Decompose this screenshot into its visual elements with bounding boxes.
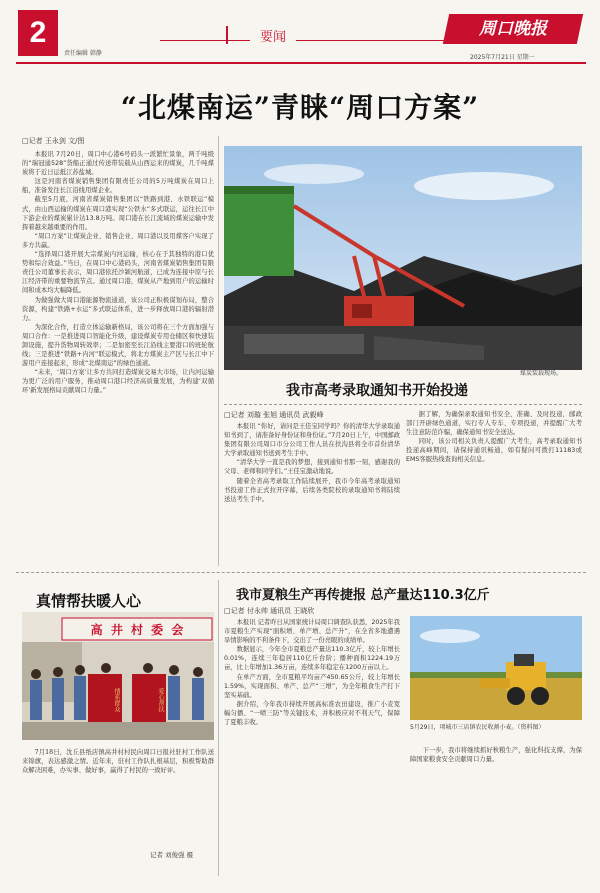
lead-paragraph: “选择周口港开展大宗煤炭内河运输，核心在于其独特的港口优势和综合效益。”当日，在周口中心港码头，河南省煤炭销售集团有限责任公司董事长表示，周口港依托沙颍河航道，已成为连接中原与长江经济带的重要物流节点。通过周口港，煤炭从产地到用户的运输时间和成本均大幅降低。: [22, 251, 214, 295]
harvest-paragraph: 本报讯 记者昨日从国家统计局周口调查队获悉，2025年我市夏粮生产实现“面积增、单产增、总产升”，在全省多地遭遇旱情影响的不利条件下，交出了一份亮眼的成绩单。: [224, 619, 400, 645]
harvest-byline: □记者 付永帅 通讯员 王晓欣: [224, 607, 315, 615]
notice-body-col2: [406, 410, 582, 566]
column-divider: [218, 580, 219, 876]
masthead-rule: [16, 62, 586, 64]
lead-paragraph: 为做强做大周口港能源物流通道，该公司正积极谋划布局，整合资源，构建“铁路+水运”多式联运体系，进一步释放周口港的辐射潜力。: [22, 296, 214, 322]
section-divider-left: [226, 26, 228, 44]
charity-paragraph: 7月18日，沈丘县纸店镇高井村村民向周口日报社驻村工作队送来锦旗，表达感激之情。近年来，驻村工作队扎根基层，积极帮助群众解决困难，办实事、做好事，赢得了村民的一致好评。: [22, 749, 214, 775]
logo-text: 周口晚报: [479, 19, 547, 39]
charity-photo: [22, 612, 214, 740]
lead-body: [22, 150, 214, 568]
section-rule-lower: [16, 572, 586, 573]
notice-paragraph: 同时，该公司相关负责人提醒广大考生，高考录取通知书投递高峰期间，请保持通讯畅通，如有疑问可拨打11183或EMS客服热线查询相关信息。: [406, 438, 582, 464]
notice-paragraph: 据了解，为确保录取通知书安全、准确、及时投递，邮政部门开辟绿色通道，实行专人专车、专项投递，并提醒广大考生注意防范诈骗，确保通知书安全送达。: [406, 411, 582, 437]
harvest-photo-caption: 5月29日，项城市三店镇农民收割小麦。（资料图）: [410, 724, 545, 731]
lead-headline: “北煤南运”青睐“周口方案”: [120, 91, 480, 124]
charity-byline: 记者 刘俊强 摄: [150, 851, 194, 859]
notice-body-col1: [224, 422, 400, 566]
issue-date: 2025年7月21日 星期一: [470, 54, 535, 61]
notice-paragraph: 本报讯 “你好，请问是王佳宝同学吗？你的清华大学录取通知书到了，请准备好身份证和身份证。”7月20日上午，中国邮政集团有限公司周口市分公司工作人员在扶沟县将全市首份清华大学录取通知书送到考生手中。: [224, 423, 400, 458]
column-divider: [218, 136, 219, 566]
harvest-paragraph: 数据显示，今年全市夏粮总产量达110.3亿斤，较上年增长0.01%，连续三年稳居110亿斤台阶；播种面积1224.19万亩，比上年增加1.36万亩，连续多年稳定在1200万亩以上。: [224, 646, 400, 672]
story-rule: [224, 404, 582, 405]
lead-photo-caption: 煤炭装载现场。: [520, 370, 563, 377]
harvest-paragraph: 据介绍，今年我市持续开展高标准农田建设，推广小麦宽幅匀播、“一喷三防”等关键技术，并积极应对不利天气，保障了夏粮丰收。: [224, 700, 400, 727]
coal-port-illustration: [224, 146, 582, 370]
page-number: 2: [18, 10, 58, 56]
harvest-photo: [410, 616, 582, 720]
lead-photo: [224, 146, 582, 370]
harvest-headline: 我市夏粮生产再传捷报 总产量达110.3亿斤: [236, 588, 490, 603]
harvester-illustration: [410, 616, 582, 720]
lead-paragraph: 截至5月底，河南省煤炭销售集团以“铁路到港、水铁联运”模式，由山西运输的煤炭在周口港实现“公铁水”多式联运，运往长江中下游企业的煤炭累计达13.8万吨。周口港在长江流域的煤炭运输中发挥着越来越重要的作用。: [22, 196, 214, 231]
lead-paragraph: 这是河南省煤炭销售集团有限责任公司的5万吨煤炭在周口上船，准备发往长江沿线用煤企业。: [22, 178, 214, 195]
harvest-paragraph: 下一步，我市将继续抓好秋粮生产，强化科技支撑，为保障国家粮食安全贡献周口力量。: [410, 747, 582, 764]
notice-byline: □记者 刘璇 张旭 通讯员 武毅峰: [224, 411, 324, 419]
harvest-body-col1: [224, 618, 400, 876]
banner-left-text: 情系群众: [113, 688, 120, 712]
newspaper-logo: [443, 14, 583, 44]
village-sign: 高 井 村 委 会: [90, 623, 186, 637]
lead-paragraph: 本报讯 7月20日，周口中心港6号码头一派繁忙景象，两千吨级的“瑞冠通528”货船正通过传送带装载从山西运来的煤炭，几千吨煤炭将于近日运抵江苏盐城。: [22, 151, 214, 177]
harvest-body-col2: [410, 746, 582, 876]
banner-right-text: 爱心帮扶: [157, 688, 164, 712]
notice-headline: 我市高考录取通知书开始投递: [286, 383, 468, 399]
editors-credit: 责任编辑 韩静: [64, 50, 102, 57]
charity-body: [22, 748, 214, 848]
notice-paragraph: “清华大学一直是我的梦想，接到通知书那一刻，感谢我的父母、老师和同学们。”王佳宝激动地说。: [224, 459, 400, 476]
notice-paragraph: 随着全省高考录取工作陆续展开，我市今年高考录取通知书投递工作正式拉开序幕，后续各类院校的录取通知书将陆续送达考生手中。: [224, 477, 400, 503]
lead-paragraph: “周口方案”让煤炭企业、销售企业、周口港以及用煤客户实现了多方共赢。: [22, 232, 214, 249]
lead-paragraph: “未来，‘周口方案’让多方共同打造煤炭交易大市场，让内河运输为更广泛的用户服务，推动周口港口经济高质量发展，为构建‘双循环’新发展格局贡献周口力量。”: [22, 369, 214, 395]
lead-byline: □记者 王永剑 文/图: [22, 137, 85, 145]
harvest-paragraph: 在单产方面，全市夏粮平均亩产450.65公斤，较上年增长1.59%，实现面积、单产、总产“三增”，为全年粮食生产打下坚实基础。: [224, 673, 400, 699]
section-label: 要闻: [250, 26, 296, 45]
charity-headline: 真情帮扶暖人心: [36, 592, 142, 610]
lead-paragraph: 为深化合作，打造立体运输新格局，该公司将在三个方面加强与周口合作：一是推进周口智能化升级，建设煤炭专用仓储区和快速装卸设施，提升货物周转效率；二是加密至长江沿线主要港口的班轮航线；三是推进“铁路+内河”联运模式，将北方煤炭主产区与长江中下游用户连接起来，形成“北煤南运”的绿色通道。: [22, 323, 214, 368]
